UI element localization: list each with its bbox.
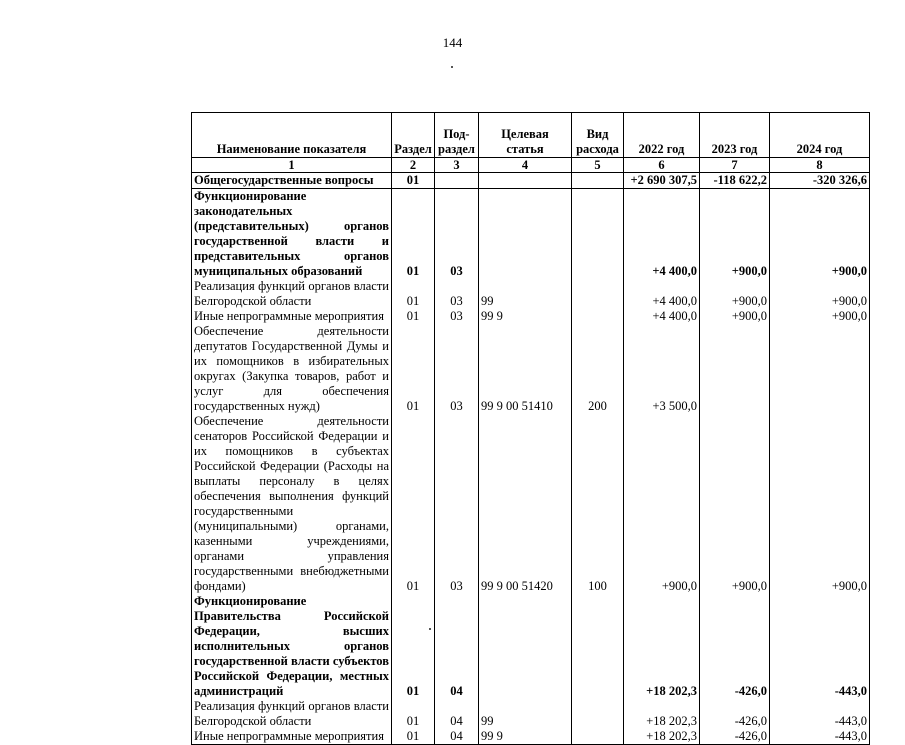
col-header-subsection-line1: Под- [443, 127, 470, 141]
row-subsection: 04 [435, 594, 479, 699]
row-value-2023: -118 622,2 [700, 173, 770, 189]
col-header-section: Раздел [392, 113, 435, 158]
row-section: 01 [392, 729, 435, 745]
row-name: Общегосударственные вопросы [192, 173, 392, 189]
row-section: 01 [392, 173, 435, 189]
row-value-2023: -426,0 [700, 594, 770, 699]
column-number: 6 [624, 158, 700, 173]
row-subsection [435, 173, 479, 189]
row-value-2024: +900,0 [770, 189, 870, 280]
table-row [192, 309, 870, 324]
row-target: 99 [479, 699, 572, 729]
col-header-subsection-line2: раздел [438, 142, 475, 156]
row-subsection: 04 [435, 729, 479, 745]
header-row [192, 113, 870, 158]
row-subsection: 03 [435, 324, 479, 414]
row-name: Реализация функций органов власти Белгородской области [192, 279, 392, 309]
table-row [192, 414, 870, 594]
col-header-type-line2: расхода [576, 142, 619, 156]
row-value-2022: +900,0 [624, 414, 700, 594]
row-value-2024: -443,0 [770, 594, 870, 699]
row-value-2022: +18 202,3 [624, 594, 700, 699]
col-header-target-line1: Целевая [501, 127, 549, 141]
col-header-2024: 2024 год [770, 113, 870, 158]
row-subsection: 04 [435, 699, 479, 729]
column-number: 1 [192, 158, 392, 173]
row-subsection: 03 [435, 309, 479, 324]
row-target [479, 173, 572, 189]
column-number: 3 [435, 158, 479, 173]
row-value-2023: +900,0 [700, 309, 770, 324]
row-type [572, 729, 624, 745]
row-target: 99 9 [479, 729, 572, 745]
table-row [192, 324, 870, 414]
col-header-subsection [435, 113, 479, 158]
row-value-2023: +900,0 [700, 189, 770, 280]
row-section: 01 [392, 324, 435, 414]
row-name: Функционирование Правительства Российской Федерации, высших исполнительных органов государственной власти субъектов Российской Федерации, местных администраций [192, 594, 392, 699]
row-type [572, 699, 624, 729]
row-name: Обеспечение деятельности сенаторов Российской Федерации и их помощников в субъектах Российской Федерации (Расходы на выплаты персоналу в целях обеспечения выполнения функций государственными (муниципальными) органами, казенными учреждениями, органами управления государственными внебюджетными фондами) [192, 414, 392, 594]
row-value-2022: +3 500,0 [624, 324, 700, 414]
row-subsection: 03 [435, 414, 479, 594]
row-type [572, 309, 624, 324]
table-row [192, 279, 870, 309]
row-subsection: 03 [435, 189, 479, 280]
row-value-2023 [700, 324, 770, 414]
col-header-type [572, 113, 624, 158]
row-section: 01 [392, 189, 435, 280]
row-value-2022: +4 400,0 [624, 279, 700, 309]
row-type [572, 173, 624, 189]
col-header-type-line1: Вид [586, 127, 609, 141]
budget-table [191, 112, 870, 745]
table-body [192, 173, 870, 745]
page-number: 144 [442, 35, 463, 50]
col-header-name: Наименование показателя [192, 113, 392, 158]
row-name: Функционирование законодательных (представительных) органов государственной власти и представительных органов муниципальных образований [192, 189, 392, 280]
row-value-2023: +900,0 [700, 279, 770, 309]
column-number: 7 [700, 158, 770, 173]
row-value-2024: -320 326,6 [770, 173, 870, 189]
table-row [192, 173, 870, 189]
row-target: 99 9 00 51420 [479, 414, 572, 594]
column-number: 4 [479, 158, 572, 173]
row-target: 99 9 00 51410 [479, 324, 572, 414]
row-target [479, 594, 572, 699]
table-row [192, 189, 870, 280]
row-section: 01 [392, 594, 435, 699]
row-value-2022: +4 400,0 [624, 189, 700, 280]
table-row [192, 729, 870, 745]
row-value-2024 [770, 324, 870, 414]
row-name: Обеспечение деятельности депутатов Государственной Думы и их помощников в избирательных округах (Закупка товаров, работ и услуг для обеспечения государственных нужд) [192, 324, 392, 414]
row-target: 99 9 [479, 309, 572, 324]
column-number: 8 [770, 158, 870, 173]
column-number: 2 [392, 158, 435, 173]
row-value-2023: -426,0 [700, 729, 770, 745]
row-value-2024: +900,0 [770, 414, 870, 594]
row-section: 01 [392, 414, 435, 594]
row-type [572, 279, 624, 309]
row-type: 200 [572, 324, 624, 414]
col-header-target [479, 113, 572, 158]
row-target [479, 189, 572, 280]
row-value-2023: +900,0 [700, 414, 770, 594]
col-header-2022: 2022 год [624, 113, 700, 158]
row-value-2022: +18 202,3 [624, 699, 700, 729]
row-subsection: 03 [435, 279, 479, 309]
column-numbers-row [192, 158, 870, 173]
row-value-2022: +18 202,3 [624, 729, 700, 745]
row-value-2024: +900,0 [770, 309, 870, 324]
col-header-target-line2: статья [506, 142, 544, 156]
row-name: Иные непрограммные мероприятия [192, 729, 392, 745]
row-name: Реализация функций органов власти Белгородской области [192, 699, 392, 729]
col-header-2023: 2023 год [700, 113, 770, 158]
row-value-2022: +4 400,0 [624, 309, 700, 324]
row-value-2024: -443,0 [770, 729, 870, 745]
row-type [572, 189, 624, 280]
table-row [192, 699, 870, 729]
row-type: 100 [572, 414, 624, 594]
row-value-2023: -426,0 [700, 699, 770, 729]
table-row [192, 594, 870, 699]
row-target: 99 [479, 279, 572, 309]
row-value-2024: -443,0 [770, 699, 870, 729]
row-value-2022: +2 690 307,5 [624, 173, 700, 189]
scan-speck [451, 66, 453, 68]
row-value-2024: +900,0 [770, 279, 870, 309]
row-section: 01 [392, 699, 435, 729]
row-section: 01 [392, 309, 435, 324]
row-section: 01 [392, 279, 435, 309]
row-type [572, 594, 624, 699]
row-name: Иные непрограммные мероприятия [192, 309, 392, 324]
column-number: 5 [572, 158, 624, 173]
